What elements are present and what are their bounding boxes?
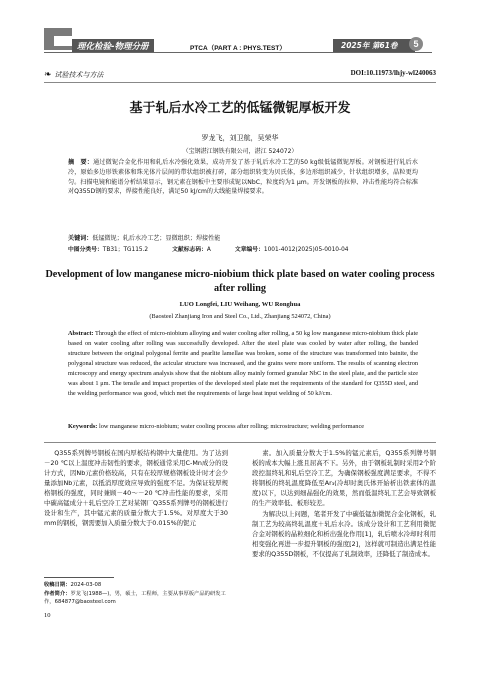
front-matter-divider [44,442,436,443]
article-no-value: 1001-4012(2025)05-0010-04 [263,247,349,253]
body-column-right [252,448,436,560]
abstract-en [68,329,418,399]
classification-row [68,244,418,253]
keywords-label-en: Keywords: [68,423,98,430]
footnote-divider [44,577,114,578]
affiliation-en: (Baosteel Zhanjiang Iron and Steel Co., Ltd., Zhanjiang 524072, China) [149,313,331,320]
document-code [172,244,211,253]
author-bio-value: 罗龙飞(1988—)，男，硕士，工程师，主要从事厚板产品的研发工作，684877@baosteel.com [44,590,226,605]
journal-section-name: 理化检验-物理分册 [72,39,154,53]
author-bio [44,590,228,607]
keywords-label-cn: 关键词： [68,235,93,242]
journal-header [0,0,480,60]
author-bio-label: 作者简介： [44,590,71,597]
keywords-cn [68,234,418,243]
article-number [235,244,349,253]
keywords-en [68,422,418,432]
received-label: 收稿日期： [44,582,71,588]
received-value: 2024-03-08 [70,582,102,588]
doc-code-label: 文献标志码： [172,247,207,253]
abstract-text-cn: 通过微铌合金化作用和轧后水冷强化效果，成功开发了基于轧后水冷工艺的50 kg级低锰微铌厚板。对钢板进行轧后水冷，原始多边形铁素体和珠光体片层间的带状组织被打碎，部分组织转变为贝氏体，多边形组织减少，针状组织增多，晶粒更均匀。扫描电镜和能谱分析结果显示，钢元素在钢板中主要形成铌以NbC，粒度约为1 μm。开发钢板的拉伸、冲击性能均符合标准对Q355D钢的要求，焊接性能良好，满足50 kJ/cm的大线能量焊接要求。 [68,159,419,196]
header-divider [44,52,432,53]
journal-issue: 2025年 第61卷 [333,39,415,52]
body-paragraph: Q355系列牌号钢板在国内厚板结构钢中大量使用。为了达到－20 ℃以上温度冲击韧性的要求，钢板通常采用C-Mn成分的设计方式，因Nb元素价格较高，只有在较厚规格钢板设计时才会少量添加Nb元素，以抵消厚度效应导致的强度不足。为保证较厚规格钢板的强度，同时兼顾－40～－20 ℃冲击性能的要求，采用中碳高锰成分＋轧后空冷工艺对某钢厂Q355系列牌号的钢板进行设计和生产，其中锰元素的质量分数大于1.5%。对厚度大于30 mm的钢板，钢需要加入质量分数大于0.015%的铌元 [44,449,228,527]
doi-divider [44,82,436,83]
leaf-icon: ❧ [44,70,52,80]
doc-code-value: A [206,247,211,253]
issue-number-badge: 5 [409,37,423,51]
footnote [44,581,228,607]
clc-value: TB31；TG115.2 [102,247,149,253]
paper-title-cn: 基于轧后水冷工艺的低锰微铌厚板开发 [129,101,351,116]
body-column-left [44,448,228,528]
keywords-text-cn: 低锰微铌；轧后水冷工艺；显微组织；焊接性能 [92,235,221,242]
page-number: 10 [44,612,51,619]
clc-number [68,244,148,253]
section-tag-label: 试验技术与方法 [54,71,104,79]
abstract-label-en: Abstract: [68,330,94,337]
abstract-text-en: Through the effect of micro-niobium alloying and water cooling after rolling, a 50 kg low manganese micro-niobium thick plate based on water cooling after rolling was successfully developed. After the steel plate was cooled by water after rolling, the banded structure between the original polygonal ferrite and pearlite lamellae was broken, some of the structure was transformed into bainite, the polygonal structure was reduced, the acicular structure was increased, and the grains were more uniform. The results of scanning electron microscopy and energy spectrum analysis show that the niobium alloy mainly formed granular NbC in the steel plate, and the particle size was about 1 μm. The tensile and impact properties of the developed steel plate met the requirements of the standard for Q355D steel, and the welding performance was good, which met the requirements of large heat input welding of 50 kJ/cm. [68,330,418,397]
paper-title-en: Development of low manganese micro-niobium thick plate based on water cooling process after rolling [45,269,435,294]
clc-label: 中图分类号： [68,247,103,253]
authors-en: LUO Longfei, LIU Weihang, WU Ronghua [179,301,301,308]
article-no-label: 文章编号： [234,247,264,253]
authors-cn: 罗龙飞，刘卫航，吴荣华 [201,134,279,142]
body-paragraph: 素。加入质量分数大于1.5%的锰元素后，Q355系列牌号钢板的成本大幅上涨且屈高不下。另外，由于钢板轧制时采用2个阶段控温终轧和轧后空冷工艺，为确保钢板强度满足要求，不得不将钢板的终轧温度降低至Ar₃(冷却时奥氏体开始析出铁素体的温度)以下，以达到细晶强化的效果，然而低温终轧工艺会导致钢板的生产效率低、板形较差。 [252,449,436,507]
journal-name: PTCA（PART A : PHYS.TEST） [190,45,286,52]
doi[interactable]: DOI:10.11973/lhjy-wl240063 [350,69,436,77]
body-paragraph: 为解决以上问题，笔者开发了中碳低锰加微铌合金化钢板，轧制工艺为较高终轧温度＋轧后水冷。该成分设计和工艺利用微铌合金对钢板的晶粒细化和析出强化作用[1]，轧后喷水冷却时利用相变强化再进一步提升钢板的强度[2]，这样就可制造出满足性能要求的Q355D钢板，不仅提高了轧制效率，还降低了制造成本。 [252,510,436,558]
affiliation-cn: （宝钢湛江钢铁有限公司，湛江 524072） [182,148,298,155]
abstract-label-cn: 摘 要： [68,159,94,166]
section-tag [44,70,104,80]
keywords-text-en: low manganese micro-niobium; water cooling process after rolling; microstructure; welding performance [98,423,365,430]
abstract-cn [68,158,418,197]
received-date [44,581,228,590]
